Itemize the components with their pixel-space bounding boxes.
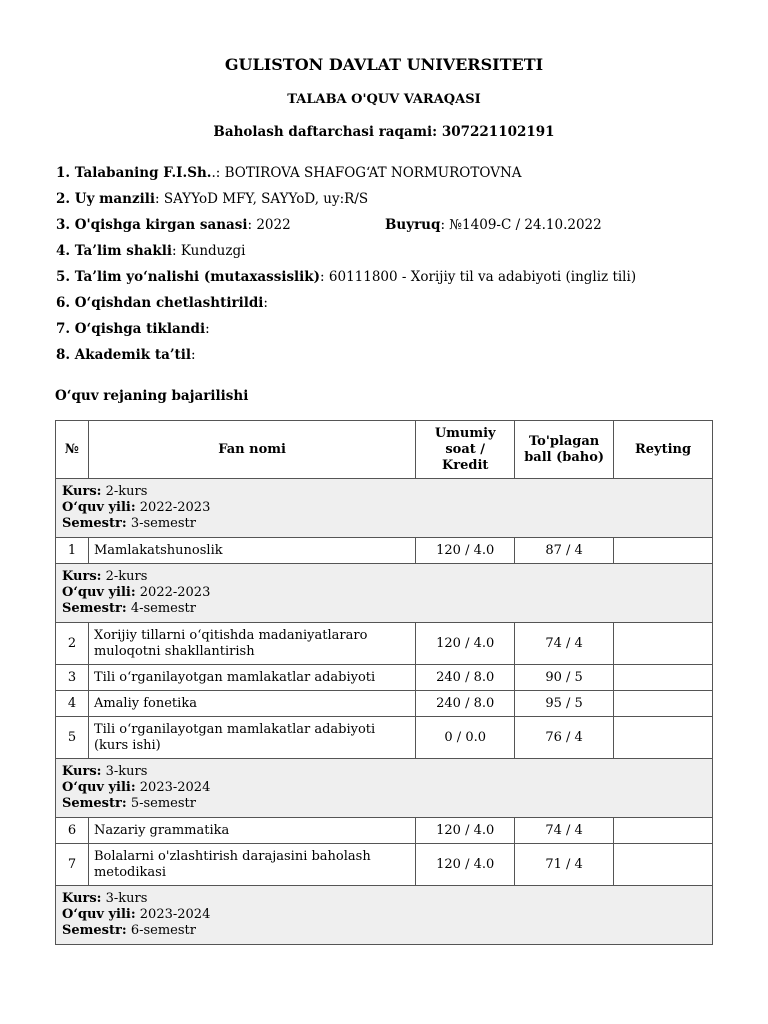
header-score-line1: To'plagan [528,433,600,449]
reinstated-label: 7. O‘qishga tiklandi [56,321,206,337]
direction-value: 60111800 - Xorijiy til va adabiyoti (ingliz tili) [328,269,637,285]
semester-label: Semestr: [62,796,127,811]
table-row [56,665,713,691]
info-reinstated: 7. O‘qishga tiklandi: [56,321,210,337]
record-book-label: Baholash daftarchasi raqami: [213,124,438,140]
header-hours-line1: Umumiy [434,425,496,441]
document-subtitle: TALABA O'QUV VARAQASI [287,92,481,107]
cell-hours: 120 / 4.0 [416,844,515,886]
year-label: O‘quv yili: [62,585,136,600]
form-label: 4. Ta’lim shakli [56,243,173,259]
semester-group-cell [56,886,713,945]
cell-score: 95 / 5 [515,691,614,717]
course-label: Kurs: [62,764,102,779]
semester-group-cell [56,759,713,818]
cell-rating [614,818,713,844]
cell-hours: 120 / 4.0 [416,538,515,564]
table-row [56,818,713,844]
semester-value: 3-semestr [130,516,196,531]
cell-rating [614,538,713,564]
academic-leave-label: 8. Akademik ta’til [56,347,192,363]
semester-group-row [56,759,713,818]
cell-subject: Tili o‘rganilayotgan mamlakatlar adabiyoti (kurs ishi) [88,717,415,759]
info-academic-leave: 8. Akademik ta’til: [56,347,196,363]
year-value: 2023-2024 [139,780,211,795]
semester-label: Semestr: [62,516,127,531]
cell-rating [614,844,713,886]
cell-score: 76 / 4 [515,717,614,759]
order-label: Buyruq [385,217,441,233]
header-subject: Fan nomi [88,421,415,479]
info-form: 4. Ta’lim shakli: Kunduzgi [56,243,246,259]
cell-no: 1 [56,538,89,564]
cell-hours: 240 / 8.0 [416,665,515,691]
year-label: O‘quv yili: [62,780,136,795]
semester-group-row [56,886,713,945]
cell-subject: Bolalarni o'zlashtirish darajasini baholash metodikasi [88,844,415,886]
info-full-name: 1. Talabaning F.I.Sh..: BOTIROVA SHAFOG‘AT NORMUROTOVNA [56,165,522,181]
table-row [56,717,713,759]
table-row [56,623,713,665]
cell-no: 6 [56,818,89,844]
course-value: 2-kurs [105,484,148,499]
cell-score: 87 / 4 [515,538,614,564]
address-label: 2. Uy manzili [56,191,156,207]
cell-subject: Nazariy grammatika [88,818,415,844]
cell-score: 74 / 4 [515,818,614,844]
year-value: 2022-2023 [139,585,211,600]
header-score-line2: ball (baho) [524,449,605,465]
course-value: 2-kurs [105,569,148,584]
semester-value: 6-semestr [130,923,196,938]
cell-subject: Mamlakatshunoslik [88,538,415,564]
semester-label: Semestr: [62,601,127,616]
year-label: O‘quv yili: [62,907,136,922]
semester-group-row [56,564,713,623]
cell-score: 90 / 5 [515,665,614,691]
info-order: Buyruq: №1409-C / 24.10.2022 [385,217,602,233]
table-row [56,691,713,717]
full-name-value: BOTIROVA SHAFOG‘AT NORMUROTOVNA [224,165,522,181]
section-title: O‘quv rejaning bajarilishi [55,388,249,404]
semester-group-row [56,479,713,538]
course-label: Kurs: [62,484,102,499]
header-score [515,421,614,479]
cell-hours: 120 / 4.0 [416,623,515,665]
semester-label: Semestr: [62,923,127,938]
cell-no: 5 [56,717,89,759]
semester-group-cell [56,564,713,623]
admission-value: 2022 [256,217,291,233]
record-book-number: 307221102191 [441,124,555,140]
semester-value: 5-semestr [130,796,196,811]
cell-score: 71 / 4 [515,844,614,886]
header-no: № [56,421,89,479]
course-value: 3-kurs [105,891,148,906]
table-row [56,538,713,564]
header-hours-line3: Kredit [441,457,489,473]
semester-value: 4-semestr [130,601,196,616]
course-label: Kurs: [62,891,102,906]
info-admission: 3. O'qishga kirgan sanasi: 2022 [56,217,291,233]
form-value: Kunduzgi [180,243,246,259]
course-label: Kurs: [62,569,102,584]
header-hours [416,421,515,479]
cell-no: 4 [56,691,89,717]
cell-hours: 120 / 4.0 [416,818,515,844]
semester-group-cell [56,479,713,538]
header-rating: Reyting [614,421,713,479]
info-address: 2. Uy manzili: SAYYoD MFY, SAYYoD, uy:R/S [56,191,369,207]
cell-subject: Tili o‘rganilayotgan mamlakatlar adabiyoti [88,665,415,691]
order-value: №1409-C / 24.10.2022 [449,217,602,233]
course-value: 3-kurs [105,764,148,779]
cell-hours: 0 / 0.0 [416,717,515,759]
info-direction: 5. Ta’lim yo‘nalishi (mutaxassislik): 60111800 - Xorijiy til va adabiyoti (ingliz tili) [56,269,637,285]
year-value: 2022-2023 [139,500,211,515]
cell-no: 3 [56,665,89,691]
info-expelled: 6. O‘qishdan chetlashtirildi: [56,295,268,311]
record-book-line [0,124,768,140]
cell-subject: Amaliy fonetika [88,691,415,717]
table-header-row [56,421,713,479]
admission-label: 3. O'qishga kirgan sanasi [56,217,248,233]
cell-score: 74 / 4 [515,623,614,665]
cell-rating [614,665,713,691]
table-row [56,844,713,886]
cell-rating [614,691,713,717]
direction-label: 5. Ta’lim yo‘nalishi (mutaxassislik) [56,269,321,285]
cell-no: 7 [56,844,89,886]
cell-rating [614,623,713,665]
year-value: 2023-2024 [139,907,211,922]
cell-subject: Xorijiy tillarni o‘qitishda madaniyatlararo muloqotni shakllantirish [88,623,415,665]
year-label: O‘quv yili: [62,500,136,515]
full-name-label: 1. Talabaning F.I.Sh. [56,165,212,181]
expelled-label: 6. O‘qishdan chetlashtirildi [56,295,264,311]
cell-no: 2 [56,623,89,665]
grades-table [55,420,713,945]
address-value: SAYYoD MFY, SAYYoD, uy:R/S [163,191,369,207]
cell-rating [614,717,713,759]
university-title: GULISTON DAVLAT UNIVERSITETI [224,55,544,74]
cell-hours: 240 / 8.0 [416,691,515,717]
header-hours-line2: soat / [445,441,486,457]
